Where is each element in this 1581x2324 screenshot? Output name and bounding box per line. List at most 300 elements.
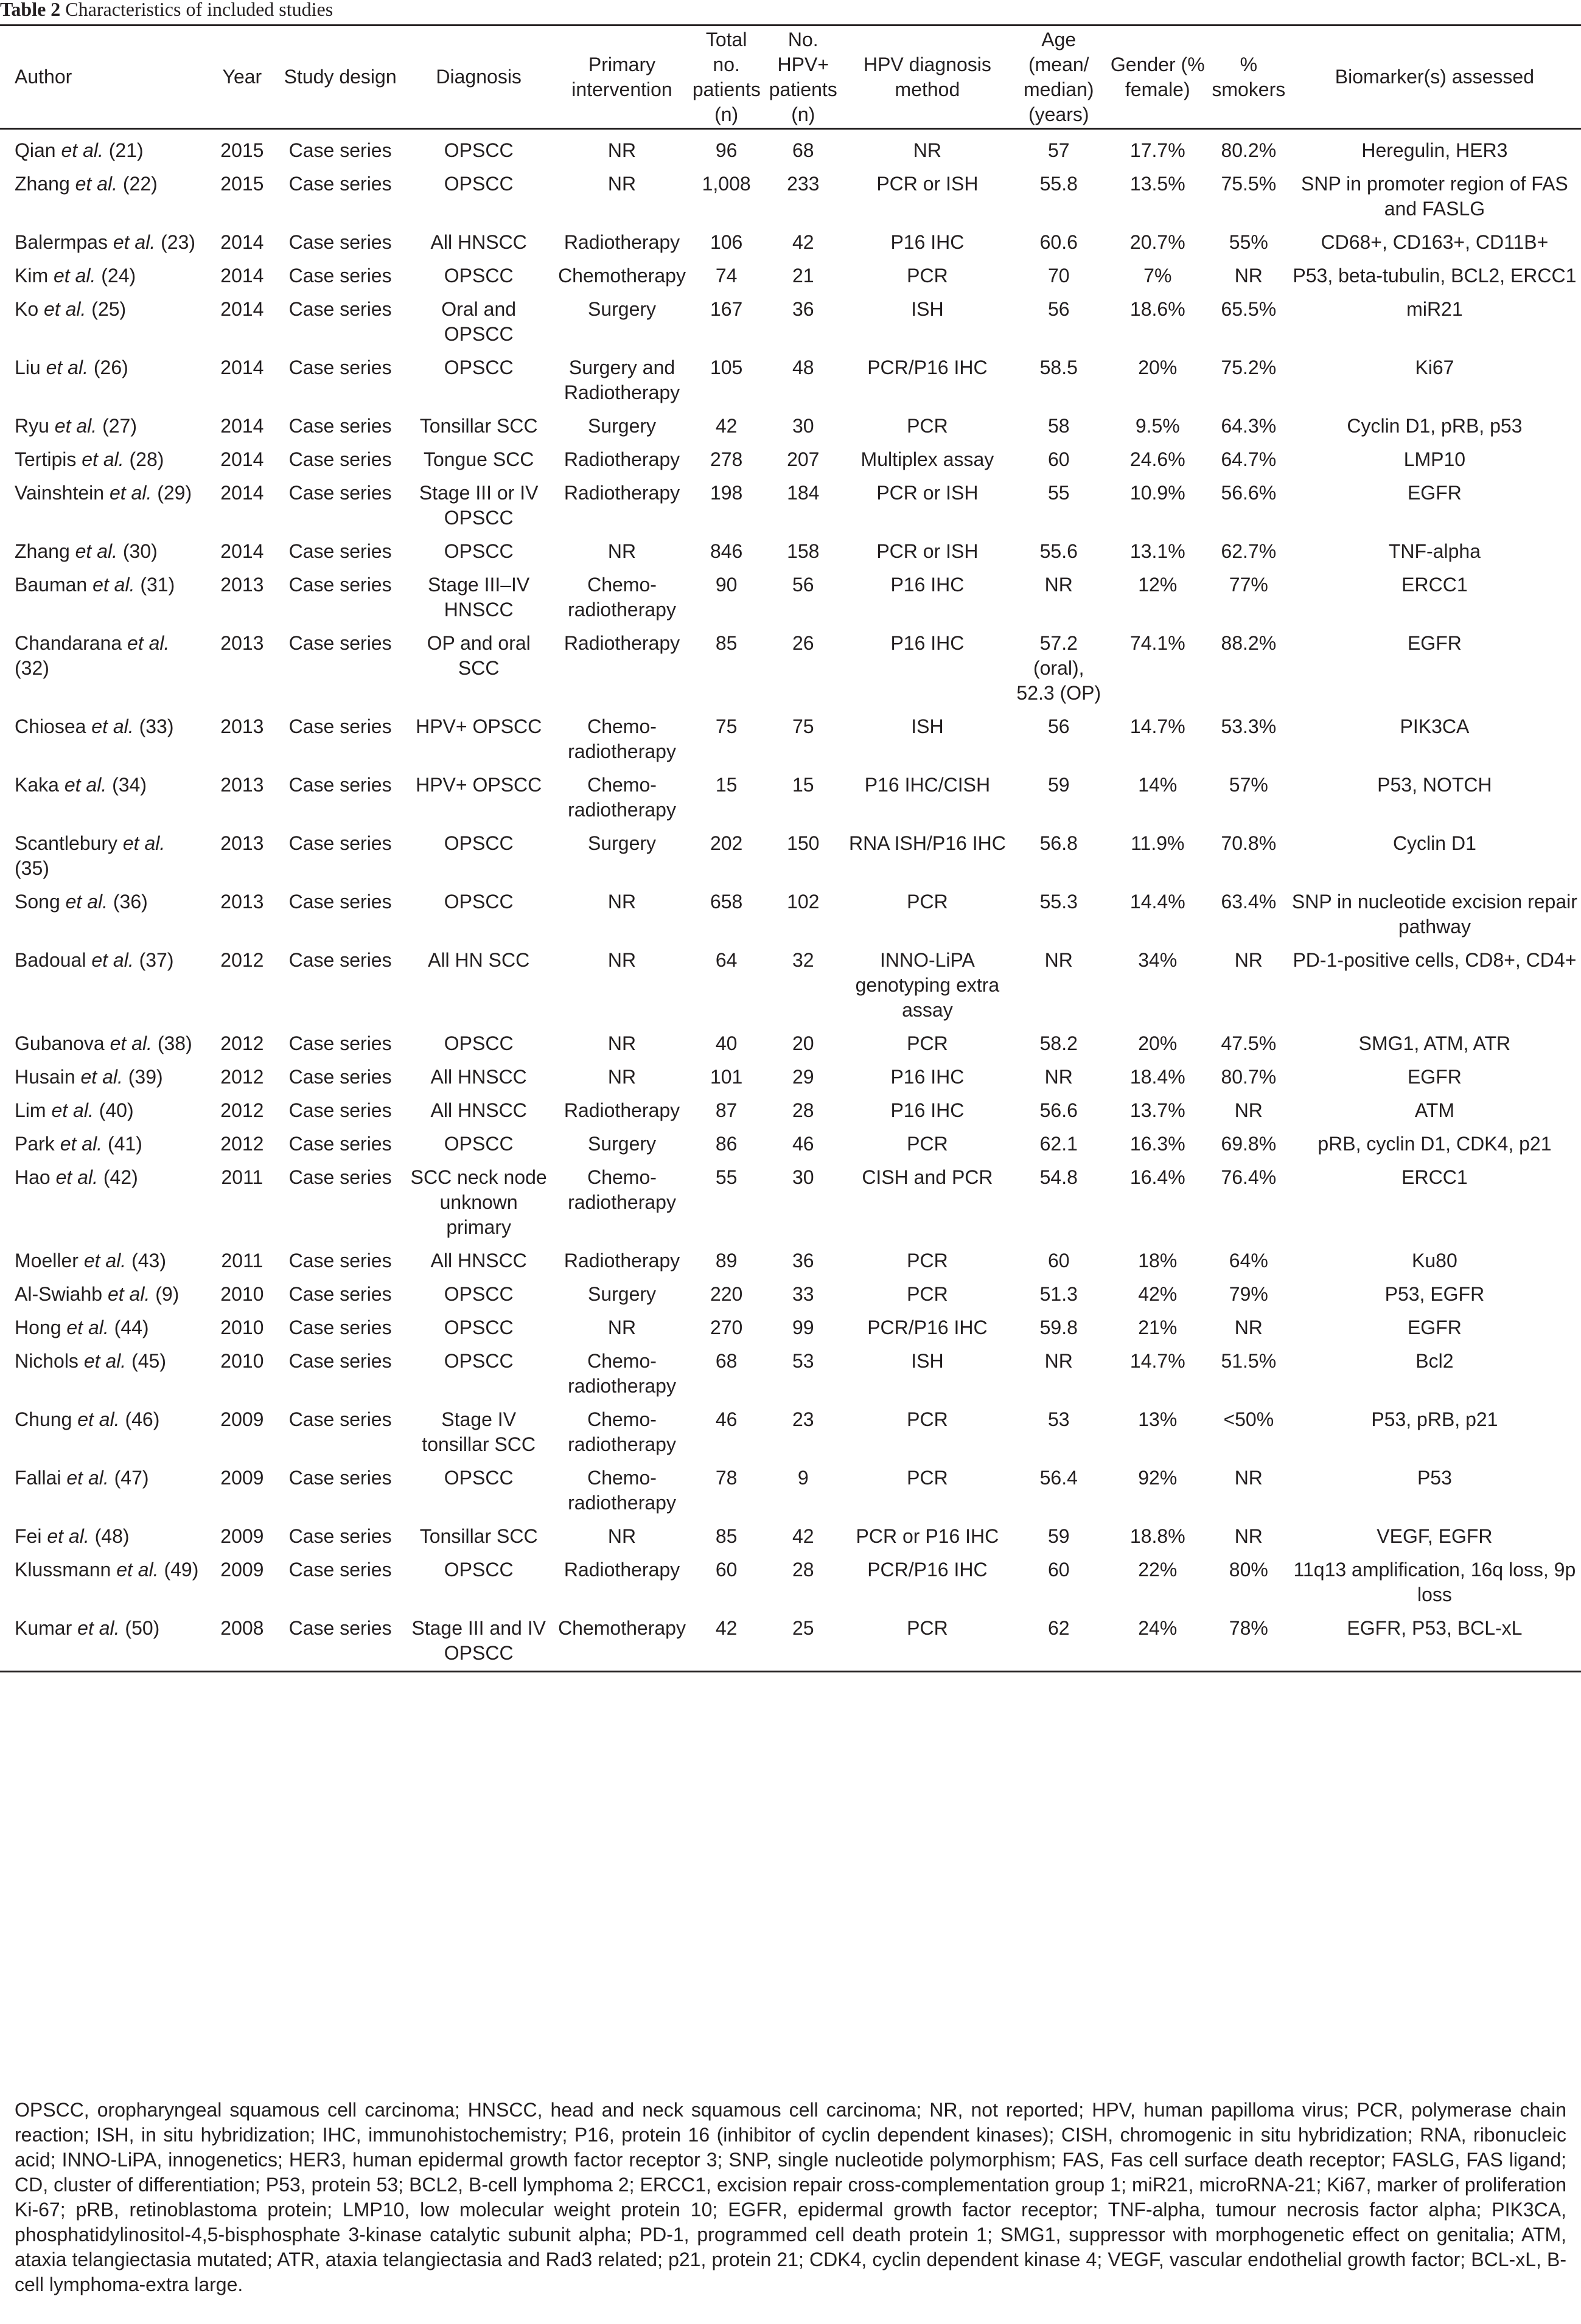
- cell-total-patients: 658: [710, 891, 743, 913]
- header-row: [0, 26, 1581, 129]
- cell-diagnosis: SCC neck node unknown primary: [410, 1166, 547, 1238]
- cell-gender: 18.4%: [1129, 1066, 1185, 1088]
- cell-hpv-method: P16 IHC/CISH: [864, 774, 991, 796]
- cell-biomarkers: P53, EGFR: [1384, 1283, 1485, 1305]
- cell-year: 2013: [220, 715, 264, 737]
- table-row: [0, 163, 1581, 221]
- cell-year: 2009: [220, 1559, 264, 1581]
- cell-diagnosis: OPSCC: [444, 1467, 514, 1489]
- cell-diagnosis: OPSCC: [444, 1559, 514, 1581]
- author-etal: et al.: [82, 448, 124, 470]
- author-reference: (22): [122, 173, 158, 195]
- cell-study-design: Case series: [277, 1607, 403, 1672]
- cell-intervention: Radiotherapy: [564, 1250, 680, 1272]
- table-row: [0, 1549, 1581, 1607]
- cell-study-design: Case series: [288, 715, 392, 737]
- cell-gender: 17.7%: [1129, 139, 1185, 161]
- cell-intervention: Surgery: [587, 1283, 657, 1305]
- cell-age: 56.8: [1039, 832, 1078, 854]
- cell-gender: 21%: [1138, 1317, 1178, 1338]
- cell-total-patients: 198: [710, 482, 743, 504]
- author-reference: (41): [107, 1133, 142, 1155]
- cell-total-patients: 220: [710, 1283, 743, 1305]
- cell-hpv-method: PCR: [907, 1133, 948, 1155]
- cell-hpv-method: PCR: [907, 265, 948, 287]
- cell-age: NR: [1044, 1350, 1073, 1372]
- cell-gender: 18%: [1138, 1250, 1178, 1272]
- cell-intervention: Chemo-radiotherapy: [568, 1408, 676, 1455]
- cell-biomarkers: PD-1-positive cells, CD8+, CD4+: [1293, 949, 1577, 971]
- cell-hpv-method: PCR: [843, 1607, 1011, 1672]
- cell-author: [0, 163, 208, 221]
- cell-author: [0, 1515, 208, 1549]
- table-row: [0, 1515, 1581, 1549]
- cell-age: 51.3: [1039, 1283, 1078, 1305]
- cell-hpv-method: PCR: [907, 1408, 948, 1430]
- author-reference: (23): [161, 231, 196, 253]
- cell-year: 2015: [220, 139, 264, 161]
- cell-intervention: Chemo-radiotherapy: [568, 1467, 676, 1514]
- header-smokers: % smokers: [1209, 26, 1288, 129]
- author-reference: (24): [101, 265, 136, 287]
- cell-total-patients: 202: [710, 832, 743, 854]
- author-etal: et al.: [75, 540, 117, 562]
- cell-hpv-patients: 23: [792, 1408, 814, 1430]
- cell-age: 56: [1047, 298, 1070, 320]
- cell-total-patients: 75: [715, 715, 738, 737]
- cell-diagnosis: OPSCC: [444, 540, 514, 562]
- cell-smokers: NR: [1234, 1099, 1263, 1121]
- cell-age: 56: [1047, 715, 1070, 737]
- author-name: Husain: [15, 1066, 75, 1088]
- cell-year: 2008: [208, 1607, 277, 1672]
- author-reference: (49): [164, 1559, 199, 1581]
- cell-age: 59: [1047, 1525, 1070, 1547]
- cell-gender: 12%: [1138, 574, 1178, 596]
- cell-smokers: 64.3%: [1221, 415, 1277, 437]
- cell-hpv-patients: 42: [792, 1525, 814, 1547]
- cell-smokers: 62.7%: [1221, 540, 1277, 562]
- table-caption-title: Characteristics of included studies: [65, 0, 333, 20]
- author-name: Al-Swiahb: [15, 1283, 103, 1305]
- cell-biomarkers: LMP10: [1403, 448, 1466, 470]
- header-primary-intervention: Primary intervention: [554, 26, 690, 129]
- table-row: [0, 564, 1581, 622]
- author-reference: (26): [93, 357, 128, 378]
- cell-author: [0, 472, 208, 531]
- cell-total-patients: 96: [715, 139, 738, 161]
- cell-age: NR: [1044, 1066, 1073, 1088]
- cell-biomarkers: miR21: [1406, 298, 1463, 320]
- cell-intervention: Radiotherapy: [564, 632, 680, 654]
- cell-smokers: 79%: [1229, 1283, 1268, 1305]
- cell-author: [0, 221, 208, 255]
- cell-age: 55.6: [1039, 540, 1078, 562]
- cell-biomarkers: Bcl2: [1415, 1350, 1454, 1372]
- cell-year: 2014: [220, 231, 264, 253]
- cell-hpv-method: PCR/P16 IHC: [867, 1559, 988, 1581]
- cell-intervention: Chemo-radiotherapy: [568, 774, 676, 821]
- cell-study-design: Case series: [288, 949, 392, 971]
- cell-year: 2013: [220, 891, 264, 913]
- author-etal: et al.: [54, 415, 97, 437]
- cell-diagnosis: Tongue SCC: [423, 448, 534, 470]
- cell-study-design: Case series: [288, 448, 392, 470]
- table-row: [0, 531, 1581, 564]
- cell-hpv-method: PCR or ISH: [876, 482, 979, 504]
- cell-total-patients: 167: [710, 298, 743, 320]
- cell-hpv-method: PCR/P16 IHC: [867, 1317, 988, 1338]
- cell-gender: 9.5%: [1135, 415, 1180, 437]
- cell-total-patients: 1,008: [702, 173, 751, 195]
- author-reference: (48): [94, 1525, 130, 1547]
- cell-biomarkers: ERCC1: [1401, 574, 1468, 596]
- cell-total-patients: 55: [715, 1166, 738, 1188]
- cell-gender: 14.4%: [1129, 891, 1185, 913]
- cell-hpv-patients: 53: [792, 1350, 814, 1372]
- cell-gender: 14%: [1138, 774, 1178, 796]
- header-diagnosis: Diagnosis: [403, 26, 554, 129]
- cell-total-patients: 106: [710, 231, 743, 253]
- cell-hpv-patients: 184: [787, 482, 820, 504]
- cell-age: 58.5: [1039, 357, 1078, 378]
- author-name: Bauman: [15, 574, 88, 596]
- cell-total-patients: 90: [715, 574, 738, 596]
- cell-gender: 20.7%: [1129, 231, 1185, 253]
- cell-year: 2013: [220, 774, 264, 796]
- author-etal: et al.: [92, 574, 135, 596]
- author-name: Hong: [15, 1317, 61, 1338]
- cell-hpv-patients: 29: [792, 1066, 814, 1088]
- cell-intervention: NR: [607, 949, 637, 971]
- cell-hpv-method: PCR: [907, 1250, 948, 1272]
- cell-year: 2012: [220, 1032, 264, 1054]
- author-name: Kim: [15, 265, 49, 287]
- cell-hpv-patients: 28: [792, 1559, 814, 1581]
- table-row: [0, 439, 1581, 472]
- cell-year: 2009: [220, 1408, 264, 1430]
- author-name: Lim: [15, 1099, 46, 1121]
- cell-age: 54.8: [1039, 1166, 1078, 1188]
- table-row: [0, 1273, 1581, 1307]
- cell-year: 2011: [221, 1250, 264, 1272]
- author-etal: et al.: [51, 1099, 94, 1121]
- cell-hpv-patients: 36: [792, 298, 814, 320]
- cell-total-patients: 40: [715, 1032, 738, 1054]
- cell-smokers: 47.5%: [1221, 1032, 1277, 1054]
- cell-hpv-patients: 102: [787, 891, 820, 913]
- cell-biomarkers: Cyclin D1: [1392, 832, 1476, 854]
- cell-hpv-patients: 99: [792, 1317, 814, 1338]
- cell-biomarkers: P53, NOTCH: [1377, 774, 1492, 796]
- cell-total-patients: 42: [690, 1607, 763, 1672]
- table-row: [0, 823, 1581, 881]
- cell-year: 2014: [220, 298, 264, 320]
- cell-intervention: Radiotherapy: [564, 448, 680, 470]
- author-etal: et al.: [107, 1283, 150, 1305]
- cell-smokers: 65.5%: [1221, 298, 1277, 320]
- cell-smokers: NR: [1234, 265, 1263, 287]
- table-row: [0, 1340, 1581, 1399]
- cell-hpv-patients: 20: [792, 1032, 814, 1054]
- cell-smokers: 80.2%: [1221, 139, 1277, 161]
- cell-total-patients: 46: [715, 1408, 738, 1430]
- table-row: [0, 764, 1581, 823]
- cell-study-design: Case series: [288, 1133, 392, 1155]
- table-row: [0, 255, 1581, 288]
- cell-total-patients: 87: [715, 1099, 738, 1121]
- cell-age: 62: [1011, 1607, 1106, 1672]
- cell-diagnosis: HPV+ OPSCC: [416, 715, 542, 737]
- cell-diagnosis: OPSCC: [444, 265, 514, 287]
- cell-hpv-method: PCR or ISH: [876, 173, 979, 195]
- author-etal: et al.: [66, 1467, 109, 1489]
- author-reference: (45): [131, 1350, 166, 1372]
- author-name: Klussmann: [15, 1559, 111, 1581]
- cell-study-design: Case series: [288, 632, 392, 654]
- cell-biomarkers: TNF-alpha: [1388, 540, 1481, 562]
- cell-smokers: 75.5%: [1221, 173, 1277, 195]
- cell-author: [0, 129, 208, 164]
- author-etal: et al.: [116, 1559, 159, 1581]
- cell-study-design: Case series: [288, 173, 392, 195]
- cell-study-design: Case series: [288, 298, 392, 320]
- cell-author: [0, 1240, 208, 1273]
- cell-smokers: 78%: [1209, 1607, 1288, 1672]
- cell-diagnosis: Tonsillar SCC: [419, 1525, 538, 1547]
- cell-smokers: NR: [1234, 1525, 1263, 1547]
- cell-biomarkers: CD68+, CD163+, CD11B+: [1321, 231, 1549, 253]
- cell-age: 70: [1047, 265, 1070, 287]
- author-etal: et al.: [91, 715, 134, 737]
- author-name: Fei: [15, 1525, 42, 1547]
- author-etal: et al.: [61, 139, 103, 161]
- cell-intervention: Radiotherapy: [564, 231, 680, 253]
- cell-author: [0, 564, 208, 622]
- cell-biomarkers: P53, beta-tubulin, BCL2, ERCC1: [1293, 265, 1577, 287]
- cell-smokers: NR: [1234, 1467, 1263, 1489]
- cell-biomarkers: EGFR: [1407, 1317, 1462, 1338]
- author-etal: et al.: [47, 1525, 89, 1547]
- cell-diagnosis: OPSCC: [444, 1283, 514, 1305]
- cell-total-patients: 85: [715, 632, 738, 654]
- cell-age: 60: [1047, 448, 1070, 470]
- cell-author: [0, 288, 208, 347]
- cell-author: [0, 1123, 208, 1157]
- table-row: [0, 881, 1581, 939]
- table-row: [0, 129, 1581, 164]
- cell-gender: 92%: [1138, 1467, 1178, 1489]
- cell-diagnosis: Stage III–IV HNSCC: [428, 574, 530, 621]
- author-name: Vainshtein: [15, 482, 105, 504]
- cell-year: 2010: [220, 1283, 264, 1305]
- cell-total-patients: 105: [710, 357, 743, 378]
- cell-intervention: Radiotherapy: [564, 482, 680, 504]
- cell-gender: 34%: [1138, 949, 1178, 971]
- author-name: Chandarana: [15, 632, 122, 654]
- cell-intervention: Chemo-radiotherapy: [568, 715, 676, 762]
- cell-smokers: 70.8%: [1221, 832, 1277, 854]
- table-row: [0, 1023, 1581, 1056]
- header-author: Author: [0, 26, 208, 129]
- author-reference: (29): [157, 482, 192, 504]
- cell-diagnosis: Oral and OPSCC: [441, 298, 517, 345]
- cell-smokers: 64.7%: [1221, 448, 1277, 470]
- table-caption-label: Table 2: [0, 0, 61, 20]
- author-etal: et al.: [55, 1166, 98, 1188]
- table-row: [0, 347, 1581, 405]
- cell-biomarkers: SNP in promoter region of FAS and FASLG: [1301, 173, 1568, 220]
- cell-smokers: NR: [1234, 949, 1263, 971]
- cell-biomarkers: pRB, cyclin D1, CDK4, p21: [1318, 1133, 1552, 1155]
- author-name: Hao: [15, 1166, 51, 1188]
- table-row: [0, 1607, 1581, 1672]
- cell-intervention: Chemo-radiotherapy: [568, 1350, 676, 1397]
- cell-gender: 20%: [1138, 357, 1178, 378]
- cell-study-design: Case series: [288, 832, 392, 854]
- author-reference: (40): [99, 1099, 134, 1121]
- author-etal: et al.: [77, 1408, 120, 1430]
- cell-hpv-method: P16 IHC: [890, 231, 965, 253]
- cell-gender: 14.7%: [1129, 715, 1185, 737]
- cell-author: [0, 405, 208, 439]
- author-name: Fallai: [15, 1467, 61, 1489]
- cell-study-design: Case series: [288, 1066, 392, 1088]
- cell-study-design: Case series: [288, 574, 392, 596]
- author-etal: et al.: [64, 774, 107, 796]
- cell-hpv-patients: 32: [792, 949, 814, 971]
- cell-hpv-method: PCR: [907, 1467, 948, 1489]
- cell-total-patients: 846: [710, 540, 743, 562]
- cell-diagnosis: All HNSCC: [430, 1250, 527, 1272]
- cell-diagnosis: Stage IV tonsillar SCC: [422, 1408, 536, 1455]
- author-name: Qian: [15, 139, 56, 161]
- author-name: Scantlebury: [15, 832, 117, 854]
- cell-total-patients: 15: [715, 774, 738, 796]
- cell-gender: 16.4%: [1129, 1166, 1185, 1188]
- cell-author: [0, 1273, 208, 1307]
- author-name: Gubanova: [15, 1032, 105, 1054]
- cell-study-design: Case series: [288, 1099, 392, 1121]
- author-name: Zhang: [15, 540, 70, 562]
- cell-author: [0, 1457, 208, 1515]
- author-reference: (32): [15, 657, 49, 679]
- table-row: [0, 1157, 1581, 1240]
- cell-hpv-method: ISH: [911, 1350, 944, 1372]
- cell-study-design: Case series: [288, 774, 392, 796]
- cell-diagnosis: All HN SCC: [428, 949, 530, 971]
- cell-year: 2015: [220, 173, 264, 195]
- cell-age: 57: [1047, 139, 1070, 161]
- table-row: [0, 1090, 1581, 1123]
- author-reference: (31): [140, 574, 175, 596]
- author-name: Nichols: [15, 1350, 79, 1372]
- cell-author: [0, 439, 208, 472]
- cell-age: 60: [1047, 1559, 1070, 1581]
- author-etal: et al.: [113, 231, 156, 253]
- author-etal: et al.: [77, 1617, 120, 1639]
- cell-year: 2009: [220, 1467, 264, 1489]
- cell-diagnosis: OP and oral SCC: [427, 632, 531, 679]
- cell-study-design: Case series: [288, 1250, 392, 1272]
- author-name: Chung: [15, 1408, 72, 1430]
- cell-study-design: Case series: [288, 1467, 392, 1489]
- cell-age: 56.6: [1039, 1099, 1078, 1121]
- author-reference: (43): [131, 1250, 166, 1272]
- cell-age: 55.8: [1039, 173, 1078, 195]
- cell-intervention: Radiotherapy: [564, 1099, 680, 1121]
- cell-gender: 24%: [1106, 1607, 1209, 1672]
- cell-study-design: Case series: [288, 265, 392, 287]
- table-row: [0, 1399, 1581, 1457]
- cell-hpv-method: PCR/P16 IHC: [867, 357, 988, 378]
- author-reference: (27): [102, 415, 137, 437]
- author-name: Ko: [15, 298, 39, 320]
- cell-intervention: Radiotherapy: [564, 1559, 680, 1581]
- cell-smokers: 63.4%: [1221, 891, 1277, 913]
- cell-hpv-patients: 9: [797, 1467, 809, 1489]
- cell-smokers: 80%: [1229, 1559, 1268, 1581]
- cell-gender: 10.9%: [1129, 482, 1185, 504]
- cell-hpv-patients: 30: [792, 1166, 814, 1188]
- cell-year: 2014: [220, 482, 264, 504]
- cell-hpv-method: PCR or ISH: [876, 540, 979, 562]
- cell-biomarkers: Ku80: [1412, 1250, 1457, 1272]
- author-name: Kaka: [15, 774, 59, 796]
- cell-biomarkers: SNP in nucleotide excision repair pathway: [1291, 891, 1577, 938]
- author-reference: (37): [139, 949, 174, 971]
- cell-total-patients: 101: [710, 1066, 743, 1088]
- cell-study-design: Case series: [288, 415, 392, 437]
- author-reference: (9): [155, 1283, 180, 1305]
- cell-hpv-method: P16 IHC: [890, 1099, 965, 1121]
- table-body: [0, 129, 1581, 1672]
- cell-hpv-patients: 15: [792, 774, 814, 796]
- cell-intervention: Surgery and Radiotherapy: [564, 357, 680, 403]
- cell-diagnosis: All HNSCC: [430, 1099, 527, 1121]
- cell-author: [0, 939, 208, 1023]
- cell-author: [0, 1157, 208, 1240]
- cell-diagnosis: OPSCC: [444, 357, 514, 378]
- cell-year: 2013: [220, 632, 264, 654]
- cell-age: 59.8: [1039, 1317, 1078, 1338]
- cell-hpv-patients: 25: [763, 1607, 843, 1672]
- cell-diagnosis: All HNSCC: [430, 231, 527, 253]
- author-etal: et al.: [60, 1133, 103, 1155]
- cell-author: [0, 1307, 208, 1340]
- table-footnote: OPSCC, oropharyngeal squamous cell carcinoma; HNSCC, head and neck squamous cell carcinoma; NR, not reported; HPV, human papilloma virus; PCR, polymerase chain reaction; ISH, in situ hybridization; IHC, immunohistochemistry; P16, protein 16 (inhibitor of cyclin dependent kinases); CISH, chromogenic in situ hybridization; RNA, ribonucleic acid; INNO-LiPA, innogenetics; HER3, human epidermal growth factor receptor 3; SNP, single nucleotide polymorphism; FAS, Fas cell surface death receptor; FASLG, FAS ligand; CD, cluster of differentiation; P53, protein 53; BCL2, B-cell lymphoma 2; ERCC1, excision repair cross-complementation group 1; miR21, microRNA-21; Ki67, marker of proliferation Ki-67; pRB, retinoblastoma protein; LMP10, low molecular weight protein 10; EGFR, epidermal growth factor receptor; TNF-alpha, tumour necrosis factor alpha; PIK3CA, phosphatidylinositol-4,5-bisphosphate 3-kinase catalytic subunit alpha; PD-1, programmed cell death protein 1; SMG1, suppressor with morphogenetic effect on genitalia; ATM, ataxia telangiectasia mutated; ATR, ataxia telangiectasia and Rad3 related; p21, protein 21; CDK4, cyclin dependent kinase 4; VEGF, vascular endothelial growth factor; BCL-xL, B-cell lymphoma-extra large.: [15, 2099, 1566, 2295]
- cell-year: 2012: [220, 1099, 264, 1121]
- author-reference: (35): [15, 857, 49, 879]
- cell-diagnosis: OPSCC: [444, 173, 514, 195]
- cell-age: 58.2: [1039, 1032, 1078, 1054]
- cell-smokers: 51.5%: [1221, 1350, 1277, 1372]
- cell-hpv-method: ISH: [911, 298, 944, 320]
- cell-intervention: NR: [607, 139, 637, 161]
- cell-author: [0, 823, 208, 881]
- author-etal: et al.: [46, 357, 88, 378]
- cell-age: 53: [1047, 1408, 1070, 1430]
- author-etal: et al.: [110, 1032, 152, 1054]
- cell-year: 2014: [220, 265, 264, 287]
- author-name: Ryu: [15, 415, 49, 437]
- cell-study-design: Case series: [288, 1408, 392, 1430]
- author-name: Park: [15, 1133, 55, 1155]
- header-gender: Gender (% female): [1106, 26, 1209, 129]
- cell-diagnosis: OPSCC: [444, 1317, 514, 1338]
- cell-age: 56.4: [1039, 1467, 1078, 1489]
- cell-author: [0, 1023, 208, 1056]
